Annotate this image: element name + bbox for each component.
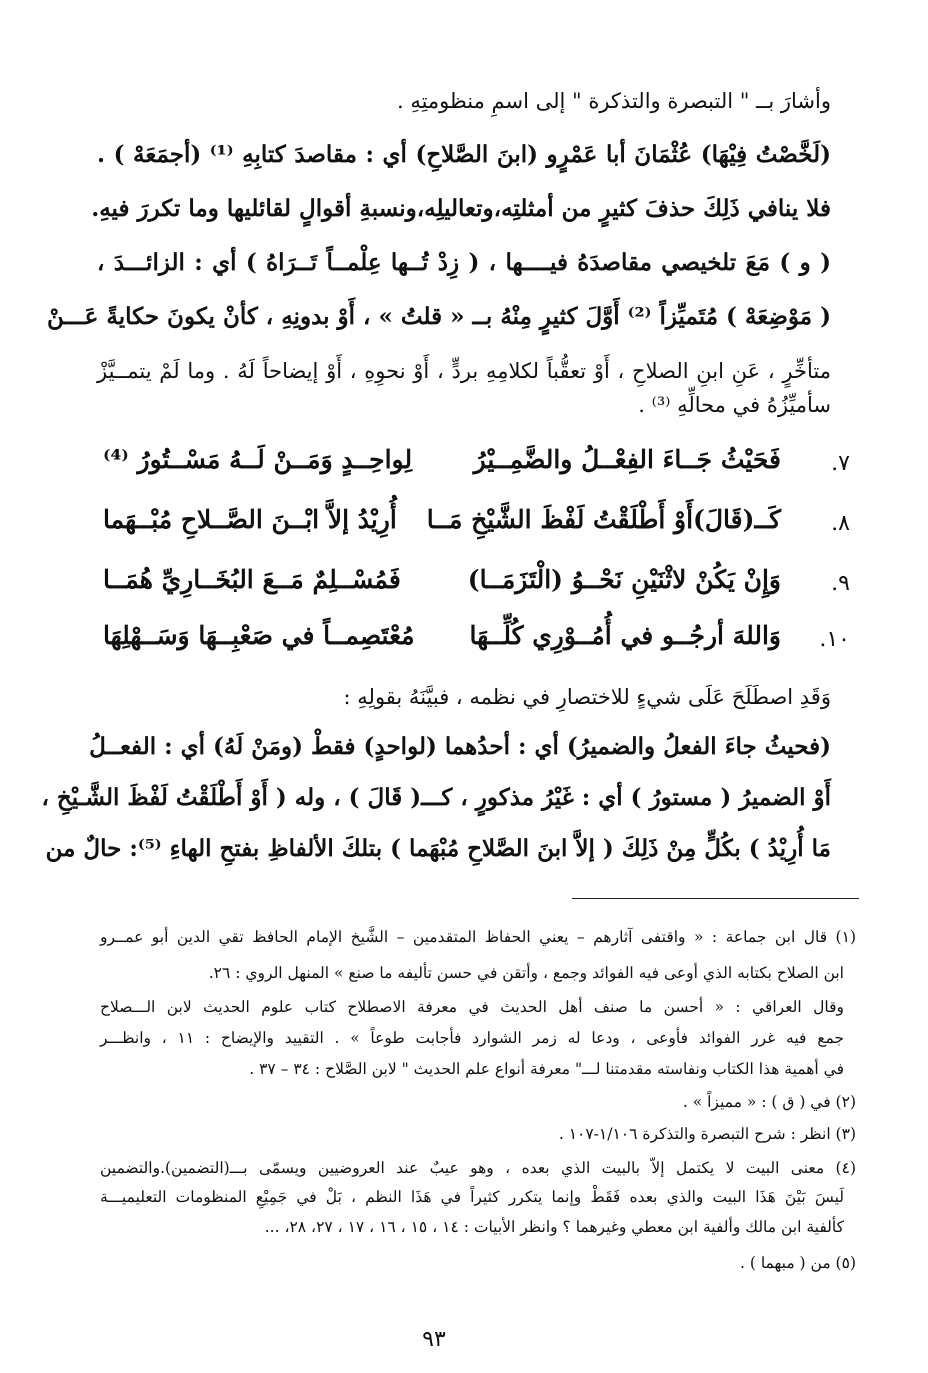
footnote-separator <box>572 898 859 899</box>
footnote-line: كألفية ابن مالك وألفية ابن معطي وغيرهما ؟ وانظر الأبيات : ١٤ ، ١٥ ، ١٦ ، ١٧ ، ٢٧، ٢٨، ... <box>264 1218 844 1236</box>
body-line: وَقَدِ اصطَلَحَ عَلَى شيءٍ للاختصارِ في نظمه ، فبيَّنَهُ بقولِهِ : <box>343 685 831 709</box>
verse-number: ٨. <box>831 511 850 536</box>
footnote-line: (٢) في ( ق ) : « مميزاً » . <box>682 1093 856 1111</box>
body-line: (لَخَّصْتُ فِيْهَا) عُثْمَانَ أبا عَمْرٍو (ابنَ الصَّلاحِ) أي : مقاصدَ كتابِهِ ⁽¹⁾ (أجمَعَهْ ) . <box>97 141 831 168</box>
footnote-line: (٥) من ( مبهما ) . <box>739 1254 856 1272</box>
body-line: (فحيثُ جاءَ الفعلُ والضميرُ) أي : أحدُهما (لواحدٍ) فقطْ (ومَنْ لَهُ) أي : الفعــلُ <box>89 733 831 760</box>
footnote-line: (١) قال ابن جماعة : « واقتفى آثارهم – يعني الحفاظ المتقدمين – الشَّيخ الإمام الحافظ تقي الدين أبو عمــرو <box>100 928 856 946</box>
footnote-line: لَيسَ بَيْنَ هَذَا البيت والذي بعده فَقَطْ وإنما يتكرر كثيراً في هَذَا النظم ، بَلْ في جَمِيْعِ المنظومات التعليميـــة <box>100 1188 844 1206</box>
verse-second-hemistich: فَمُسْــلِمٌ مَــعَ البُخَــارِيِّ هُمَــا <box>103 565 401 594</box>
body-line: أَوْ الضميرُ ( مستورُ ) أي : غَيْرُ مذكورٍ ، كـــ( قَالَ ) ، وله ( أَوْ أَطْلَقْتُ لَفْظَ الشَّـيْخِ ، <box>41 784 831 811</box>
footnote-line: (٤) معنى البيت لا يكتمل إلاّ بالبيت الذي بعده ، وهو عيبٌ عند العروضيين ويسمّى بـــ(التضمين).والتضمين <box>100 1159 856 1177</box>
footnote-line: جمع فيه غرر الفوائد فأوعى ، ودعا له زمر الشوارد فأجابت طوعاً » . التقييد والإيضاح : ١١ ، وانظـــر <box>100 1029 844 1047</box>
body-line: فلا ينافي ذَلِكَ حذفَ كثيرٍ من أمثلتِه،وتعاليلِه،ونسبةِ أقوالٍ لقائليها وما تكررَ فيهِ. <box>91 195 831 222</box>
page-number: ٩٣ <box>422 1327 446 1352</box>
verse-number: ٧. <box>831 451 850 476</box>
verse-first-hemistich: كَــ(قَالَ)أَوْ أَطْلَقْتُ لَفْظَ الشَّيْخِ مَــا <box>426 505 781 534</box>
body-line: متأخِّرٍ ، عَنِ ابنِ الصلاحِ ، أَوْ تعقُّباً لكلامِهِ بردٍّ ، أَوْ نحوِهِ ، أَوْ إيضاحاً لَهُ . وما لَمْ يتمــيَّزْ <box>97 359 831 383</box>
verse-number: ٩. <box>831 571 850 596</box>
verse-first-hemistich: فَحَيْثُ جَــاءَ الفِعْــلُ والضَّمِــيْرُ <box>473 445 781 474</box>
footnote-line: في أهمية هذا الكتاب ونفاسته مقدمتنا لـــ" معرفة أنواع علم الحديث " لابن الصَّلاح : ٣٤ – ٣٧ . <box>249 1060 844 1078</box>
verse-second-hemistich: أُرِيْدُ إلاَّ ابْــنَ الصَّــلاحِ مُبْــهَما <box>103 505 397 534</box>
verse-number: ١٠. <box>819 627 850 652</box>
body-line: ( مَوْضِعَهْ ) مُتَميِّزاً ⁽²⁾ أَوَّلَ كثيرٍ مِنْهُ بــ « قلتُ » ، أَوْ بدونِهِ ، كأنْ يكونَ حكايةً عَـــنْ <box>46 303 831 330</box>
body-line: وأشارَ بــ " التبصرة والتذكرة " إلى اسمِ منظومتِهِ . <box>396 89 831 113</box>
body-line: سأميِّزُهُ في محالِّهِ ⁽³⁾ . <box>638 393 831 417</box>
verse-first-hemistich: وَإِنْ يَكُنْ لاثْنَيْنِ نَحْــوُ (الْتَزَمَــا) <box>467 565 781 594</box>
footnote-line: ابن الصلاح بكتابه الذي أوعى فيه الفوائد وجمع ، وأتقن في حسن تأليفه ما صنع » المنهل الروي : ٢٦. <box>208 964 844 982</box>
verse-second-hemistich: لِواحِــدٍ وَمَــنْ لَــهُ مَسْــتُورُ ⁽⁴⁾ <box>103 445 413 474</box>
body-line: ( و ) مَعَ تلخيصي مقاصدَهُ فيــــها ، ( زِدْ تُــها عِلْمــاً تَــرَاهُ ) أي : الزائـــدَ ، <box>97 249 831 276</box>
footnote-line: (٣) انظر : شرح التبصرة والتذكرة ١/١٠٦-١٠٧ . <box>558 1125 856 1143</box>
body-line: مَا أُرِيْدُ ) بكُلٍّ مِنْ ذَلِكَ ( إلاَّ ابنَ الصَّلاحِ مُبْهَما ) بتلكَ الألفاظِ بفتحِ الهاءِ ⁽⁵⁾: حالٌ من <box>45 835 831 862</box>
footnote-line: وقال العراقي : « أحسن ما صنف أهل الحديث في معرفة الاصطلاح كتاب علوم الحديث لابن الـــصلاح <box>100 998 844 1016</box>
verse-second-hemistich: مُعْتَصِمــاً في صَعْبِــهَا وَسَــهْلِهَا <box>103 621 415 650</box>
verse-first-hemistich: وَاللهَ أرجُــو في أُمُــوْرِي كُلِّــهَا <box>469 621 781 650</box>
